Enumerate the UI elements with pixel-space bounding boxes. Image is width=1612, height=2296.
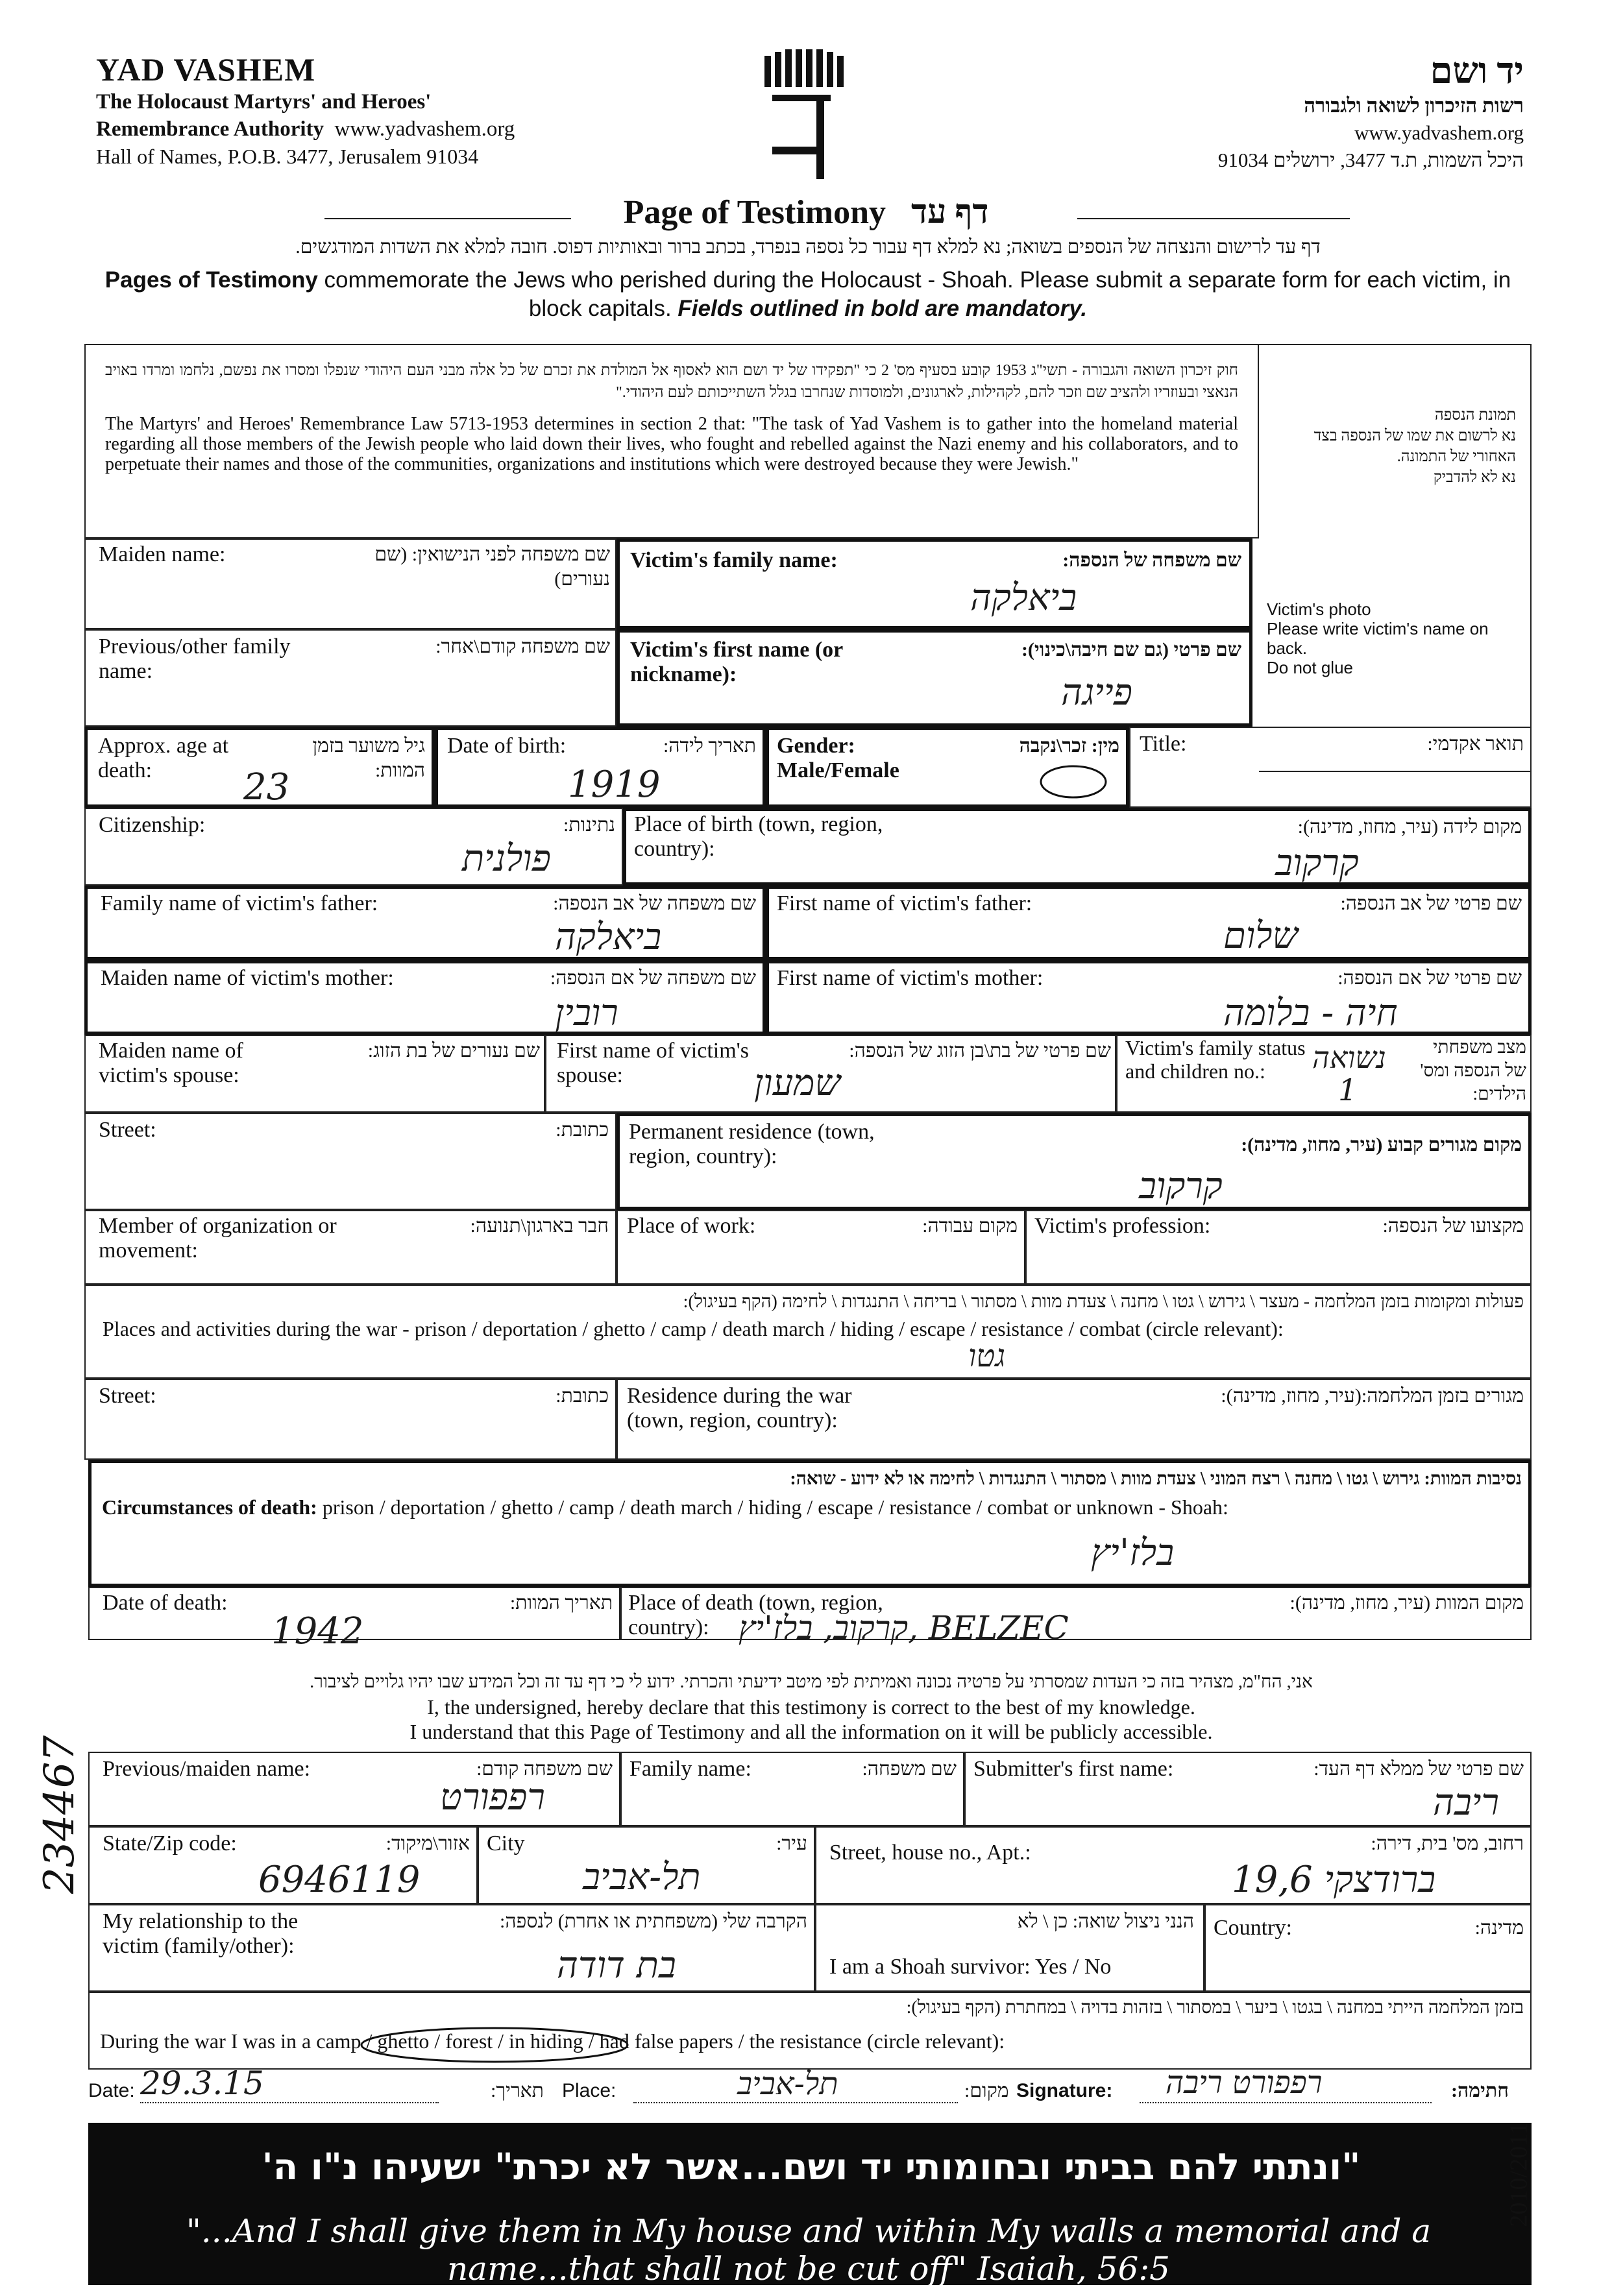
place-label-he: מקום: — [964, 2080, 1009, 2101]
submitter-previous-label-he: שם משפחה קודם: — [476, 1758, 613, 1780]
permanent-residence-field[interactable] — [617, 1113, 1532, 1210]
intro-he: דף עד לרישום והנצחה של הנספים בשואה; נא למלא דף עבור כל נספה בנפרד, בכתב ברור ובאותיות דפוס. חובה למלא את השדות המודגשים. — [295, 236, 1321, 258]
place-underline — [633, 2102, 958, 2103]
intro-en-bold: Pages of Testimony — [104, 267, 318, 293]
web-en: www.yadvashem.org — [334, 117, 515, 141]
war-street-label: Street: — [99, 1384, 156, 1408]
place-of-death-label-he: מקום המוות (עיר, מחוז, מדינה): — [1289, 1592, 1524, 1613]
dob-value: 1919 — [568, 764, 661, 806]
father-family-value: ביאלקה — [555, 916, 662, 958]
header-left — [96, 51, 654, 170]
signature-value[interactable]: רפפורט ריבה — [1166, 2064, 1323, 2101]
address-he: היכל השמות, ת.ד 3477, ירושלים 91034 — [1217, 149, 1524, 171]
war-status-label: During the war I was in a camp / ghetto / forest / in hiding / had false papers / the resistance (circle relevant): — [100, 2029, 1005, 2053]
photo-en-3: Do not glue — [1267, 658, 1353, 677]
place-of-death-label: Place of death (town, region, country): — [628, 1591, 883, 1639]
law-text-en: The Martyrs' and Heroes' Remembrance Law 5713-1953 determines in section 2 that: "The task of Yad Vashem is to gather into the homeland material regarding all those members of the Jewish people who laid down their lives, who fought and rebelled against the Nazi enemy and his collaborators, and to perpetuate their names and those of the communities, organizations and institutions which were destroyed because they were Jewish." — [105, 414, 1238, 474]
form-id-text: 2010/2011 — [1505, 2122, 1533, 2227]
profession-field[interactable] — [1025, 1210, 1532, 1285]
survivor-field[interactable] — [815, 1904, 1204, 1992]
submitter-street-label: Street, house no., Apt.: — [829, 1841, 1031, 1865]
submitter-family-label: Family name: — [629, 1757, 751, 1781]
birthplace-field[interactable] — [623, 808, 1532, 886]
relationship-field[interactable] — [88, 1904, 815, 1992]
place-label: Place: — [562, 2080, 617, 2101]
mother-first-value: חיה - בלומה — [1223, 992, 1398, 1034]
intro-en-text: commemorate the Jews who perished during the Holocaust - Shoah. Please submit a separate form for each victim, in block capitals. — [317, 267, 1511, 321]
dob-label: Date of birth: — [447, 734, 567, 758]
yad-vashem-logo — [759, 49, 857, 186]
signature-label: Signature: — [1016, 2080, 1113, 2101]
law-text-he: חוק זיכרון השואה והגבורה - תשי"ג 1953 קובע בסעיף מס' 2 כי "תפקידו של יד ושם הוא לאסוף אל המולדת את זכרם של כל אלה מבני העם היהודי שנפלו ומסרו את נפשם, נלחמו ומרדו באויב הנאצי ובעוזריו ולהציב שם וזכר להם, לקהילות, לארגונים, ולמוסדות שנחרבו בגלל השתייכותם לעם היהודי." — [105, 362, 1238, 401]
page-title — [0, 193, 1612, 232]
org-subtitle-en-2 — [96, 115, 654, 143]
banner-quote-en: "...And I shall give them in My house and within My walls a memorial and a name...that shall not be cut off" Isaiah, 56:5 — [186, 2212, 1432, 2288]
father-family-field[interactable] — [84, 886, 766, 960]
gender-field[interactable] — [766, 727, 1129, 808]
maiden-name-field[interactable] — [84, 538, 617, 629]
photo-instructions-he — [1282, 405, 1516, 488]
submitter-family-field[interactable] — [620, 1752, 964, 1826]
age-field[interactable] — [84, 727, 435, 808]
zip-value: 6946119 — [258, 1859, 421, 1901]
maiden-name-label: Maiden name: — [99, 542, 226, 566]
spouse-first-value: שמעון — [754, 1062, 841, 1104]
father-first-label: First name of victim's father: — [777, 891, 1032, 915]
victim-first-name-label: Victim's first name (or nickname): — [630, 638, 843, 686]
citizenship-field[interactable] — [84, 808, 623, 886]
address-en: Hall of Names, P.O.B. 3477, Jerusalem 91034 — [96, 145, 479, 168]
submitter-previous-value: רפפורט — [440, 1776, 545, 1819]
father-family-label: Family name of victim's father: — [101, 891, 378, 915]
submitter-first-field[interactable] — [964, 1752, 1532, 1826]
city-value: תל-אביב — [583, 1856, 701, 1898]
victim-first-name-value: פייגה — [1061, 671, 1133, 714]
mother-maiden-label: Maiden name of victim's mother: — [101, 966, 394, 990]
victim-family-name-field[interactable] — [617, 538, 1252, 629]
workplace-label-he: מקום עבודה: — [922, 1215, 1018, 1237]
mother-maiden-value: רובין — [555, 992, 618, 1034]
web-he: www.yadvashem.org — [1354, 121, 1524, 144]
victim-first-name-field[interactable] — [617, 629, 1252, 727]
page-title-he: דף עד — [911, 194, 989, 231]
quote-banner — [88, 2123, 1532, 2288]
submitter-previous-field[interactable] — [88, 1752, 620, 1826]
org-name-en: YAD VASHEM — [96, 51, 316, 88]
age-label-he: גיל משוער בזמן המוות: — [312, 735, 425, 781]
age-label: Approx. age at death: — [98, 734, 229, 782]
father-first-value: שלום — [1223, 915, 1299, 957]
date-label-he: תאריך: — [491, 2080, 544, 2101]
submitter-street-label-he: רחוב, מס' בית, דירה: — [1371, 1833, 1524, 1854]
wartime-places-label: Places and activities during the war - prison / deportation / ghetto / camp / death march / hiding / escape / resistance / combat (circle relevant): — [103, 1317, 1284, 1340]
law-box — [84, 344, 1259, 538]
war-street-field[interactable] — [84, 1379, 617, 1460]
header-right — [1069, 51, 1524, 174]
relationship-label: My relationship to the victim (family/other): — [103, 1909, 299, 1958]
mother-first-label-he: שם פרטי של אם הנספה: — [1337, 967, 1522, 989]
mother-maiden-field[interactable] — [84, 960, 766, 1035]
country-label-he: מדינה: — [1474, 1917, 1524, 1939]
org-subtitle-en: The Holocaust Martyrs' and Heroes' — [96, 90, 432, 114]
submitter-first-label: Submitter's first name: — [973, 1757, 1174, 1781]
wartime-places-value: גטו — [968, 1338, 1006, 1374]
date-underline — [140, 2102, 439, 2103]
submitter-family-label-he: שם משפחה: — [862, 1758, 957, 1780]
city-field[interactable] — [478, 1826, 815, 1904]
dob-label-he: תאריך לידה: — [663, 735, 756, 756]
title-label-he: תואר אקדמי: — [1427, 733, 1524, 755]
intro-en-italic: Fields outlined in bold are mandatory. — [678, 296, 1088, 321]
city-label-he: עיר: — [776, 1833, 807, 1854]
maiden-name-label-he: שם משפחה לפני הנישואין: (שם נעורים) — [374, 544, 610, 590]
victim-family-name-label-he: שם משפחה של הנספה: — [1062, 550, 1241, 571]
survivor-label: I am a Shoah survivor: Yes / No — [829, 1955, 1112, 1979]
permanent-residence-value: קרקוב — [1139, 1165, 1223, 1207]
wartime-places-label-he: פעולות ומקומות בזמן המלחמה - מעצר \ גירוש \ גטו \ מחנה \ צעדת מוות \ מסתור \ בריחה \ התנגדות \ לחימה (הקף בעיגול): — [683, 1292, 1524, 1312]
wartime-places-field[interactable] — [84, 1285, 1532, 1379]
birthplace-label: Place of birth (town, region, country): — [634, 812, 883, 861]
survivor-label-he: הנני ניצול שואה: כן \ לא — [1017, 1911, 1194, 1932]
dob-field[interactable] — [435, 727, 766, 808]
date-value[interactable]: 29.3.15 — [140, 2064, 264, 2102]
photo-he-1: תמונת הנספה — [1434, 407, 1516, 424]
previous-family-name-label: Previous/other family name: — [99, 634, 291, 683]
profession-label-he: מקצועו של הנספה: — [1382, 1215, 1524, 1237]
circumstances-label — [102, 1494, 1228, 1520]
signature-label-he: חתימה: — [1451, 2080, 1509, 2101]
victim-family-name-label: Victim's family name: — [630, 548, 838, 572]
previous-family-name-label-he: שם משפחה קודם\אחר: — [435, 636, 610, 657]
date-label: Date: — [88, 2080, 135, 2101]
spouse-maiden-label: Maiden name of victim's spouse: — [99, 1039, 243, 1087]
photo-instructions-en — [1267, 599, 1520, 677]
war-status-circle-mark — [358, 2025, 631, 2064]
father-first-field[interactable] — [766, 886, 1532, 960]
war-residence-label-he: מגורים בזמן המלחמה:(עיר, מחוז, מדינה): — [1221, 1385, 1524, 1407]
page-title-en: Page of Testimony — [623, 194, 886, 231]
age-value: 23 — [243, 766, 290, 808]
submitter-first-label-he: שם פרטי של ממלא דף העד: — [1313, 1758, 1524, 1780]
citizenship-value: פולנית — [462, 838, 551, 880]
date-of-death-value: 1942 — [271, 1610, 364, 1652]
title-field[interactable] — [1129, 727, 1532, 808]
date-of-death-label-he: תאריך המוות: — [509, 1592, 613, 1613]
citizenship-label: Citizenship: — [99, 813, 206, 837]
zip-label-he: אזור\מיקוד: — [385, 1833, 470, 1854]
street-label: Street: — [99, 1118, 156, 1142]
war-status-field[interactable] — [88, 1992, 1532, 2070]
family-status-label: Victim's family status and children no.: — [1125, 1036, 1306, 1083]
spouse-first-label-he: שם פרטי של בת\בן הזוג של הנספה: — [849, 1040, 1111, 1061]
father-family-label-he: שם משפחה של אב הנספה: — [553, 893, 756, 914]
street-label-he: כתובת: — [556, 1119, 609, 1141]
place-of-death-value: BELZEC ,קרקוב, בלז'יץ — [739, 1609, 1069, 1647]
relationship-value: בת דודה — [557, 1944, 676, 1987]
submitter-street-value: ברודצקי 19,6 — [1232, 1859, 1436, 1901]
war-status-label-he: בזמן המלחמה הייתי במחנה \ בגטו \ ביער \ במסתור \ בזהות בדויה \ במחתרת (הקף בעיגול): — [906, 1998, 1524, 2018]
spouse-maiden-field[interactable] — [84, 1035, 545, 1113]
spouse-maiden-label-he: שם נעורים של בת הזוג: — [367, 1040, 540, 1061]
declaration — [97, 1670, 1525, 1744]
workplace-label: Place of work: — [627, 1214, 756, 1238]
place-of-death-field[interactable] — [620, 1587, 1532, 1647]
victim-family-name-value: ביאלקה — [970, 577, 1077, 619]
side-handwritten-number — [19, 1713, 84, 1907]
zip-field[interactable] — [88, 1826, 478, 1904]
mother-first-field[interactable] — [766, 960, 1532, 1035]
photo-en-1: Victim's photo — [1267, 599, 1371, 619]
form-id — [1505, 2063, 1590, 2284]
org-name-he: יד ושם — [1430, 51, 1524, 91]
spouse-first-label: First name of victim's spouse: — [557, 1039, 750, 1087]
submitter-previous-label: Previous/maiden name: — [103, 1757, 311, 1781]
war-residence-label: Residence during the war (town, region, country): — [627, 1384, 852, 1432]
org-subtitle-he: רשות הזיכרון לשואה ולגבורה — [1304, 94, 1524, 117]
mother-first-label: First name of victim's mother: — [777, 966, 1044, 990]
circumstances-label-he: נסיבות המוות: גירוש \ גטו \ מחנה \ רצח המוני \ צעדת מוות \ מסתור \ התנגדות \ לחימה או לא ידוע - שואה: — [790, 1469, 1522, 1489]
declaration-en-1: I, the undersigned, hereby declare that this testimony is correct to the best of my knowledge. — [427, 1695, 1195, 1719]
signoff-line — [88, 2064, 1532, 2109]
permanent-residence-label-he: מקום מגורים קבוע (עיר, מחוז, מדינה): — [1241, 1134, 1522, 1155]
victim-first-name-label-he: שם פרטי (גם שם חיבה\כינוי): — [1021, 639, 1241, 660]
citizenship-label-he: נתינות: — [563, 814, 615, 836]
family-status-field[interactable] — [1116, 1035, 1532, 1113]
family-status-label-he: מצב משפחתי של הנספה ומס' הילדים: — [1420, 1037, 1526, 1104]
member-org-label: Member of organization or movement: — [99, 1214, 337, 1263]
gender-label: Gender: Male/Female — [777, 734, 899, 782]
relationship-label-he: הקרבה שלי (משפחתית או אחרת) לנספה: — [500, 1911, 807, 1932]
war-street-label-he: כתובת: — [556, 1385, 609, 1407]
mother-maiden-label-he: שם משפחה של אם הנספה: — [550, 967, 756, 989]
birthplace-value: קרקוב — [1275, 842, 1359, 884]
spouse-first-field[interactable] — [545, 1035, 1116, 1113]
declaration-he: אני, הח"מ, מצהיר בזה כי העדות שמסרתי על פרטיה נכונה ואמיתית לפי מיטב ידיעתי והכרתי. ידוע לי כי דף עד זה וכל המידע שבו יהיו גלויים לציבור. — [310, 1672, 1313, 1692]
zip-label: State/Zip code: — [103, 1831, 237, 1855]
date-of-death-label: Date of death: — [103, 1591, 228, 1615]
date-of-death-field[interactable] — [88, 1587, 620, 1652]
photo-en-2: Please write victim's name on back. — [1267, 619, 1489, 658]
declaration-en-2: I understand that this Page of Testimony and all the information on it will be publicly accessible. — [409, 1720, 1213, 1743]
photo-he-2: נא לרשום את שמו של הנספה בצד האחורי של התמונה. — [1313, 428, 1516, 465]
previous-family-name-field[interactable] — [84, 629, 617, 727]
circumstances-field[interactable] — [88, 1460, 1532, 1587]
family-status-value: נשואה — [1312, 1040, 1386, 1075]
member-org-label-he: חבר בארגון\תנועה: — [470, 1215, 609, 1237]
signature-underline — [1140, 2102, 1432, 2103]
member-org-field[interactable] — [84, 1210, 617, 1285]
children-count-value: 1 — [1338, 1072, 1358, 1107]
circumstances-label-bold: Circumstances of death: — [102, 1495, 317, 1519]
profession-label: Victim's profession: — [1034, 1214, 1211, 1238]
photo-box[interactable] — [1259, 344, 1532, 772]
birthplace-label-he: מקום לידה (עיר, מחוז, מדינה): — [1297, 816, 1522, 838]
gender-label-he: מין: זכר\נקבה — [1019, 735, 1119, 756]
workplace-field[interactable] — [617, 1210, 1025, 1285]
intro-en — [97, 266, 1519, 323]
org-authority-en: Remembrance Authority — [96, 117, 324, 141]
father-first-label-he: שם פרטי של אב הנספה: — [1340, 893, 1522, 914]
country-field[interactable] — [1204, 1904, 1532, 1992]
submitter-street-field[interactable] — [815, 1826, 1532, 1904]
gender-circle-mark — [1038, 762, 1109, 801]
street-field[interactable] — [84, 1113, 617, 1210]
country-label: Country: — [1214, 1916, 1292, 1940]
war-residence-field[interactable] — [617, 1379, 1532, 1460]
banner-quote-he: "ונתתי להם בביתי ובחומותי יד ושם...אשר לא יכרת" ישעיהו נ"ו ה' — [262, 2146, 1361, 2188]
circumstances-label-text: prison / deportation / ghetto / camp / death march / hiding / escape / resistance / combat or unknown - Shoah: — [317, 1495, 1228, 1519]
place-value[interactable]: תל-אביב — [737, 2066, 838, 2102]
permanent-residence-label: Permanent residence (town, region, country): — [629, 1120, 875, 1168]
photo-he-3: נא לא להדביק — [1433, 469, 1516, 486]
city-label: City — [487, 1831, 525, 1855]
title-label: Title: — [1140, 732, 1187, 756]
submitter-first-value: ריבה — [1433, 1782, 1499, 1824]
circumstances-value: בלז'יץ — [1091, 1532, 1175, 1574]
side-number-text: 234467 — [36, 1735, 84, 1894]
